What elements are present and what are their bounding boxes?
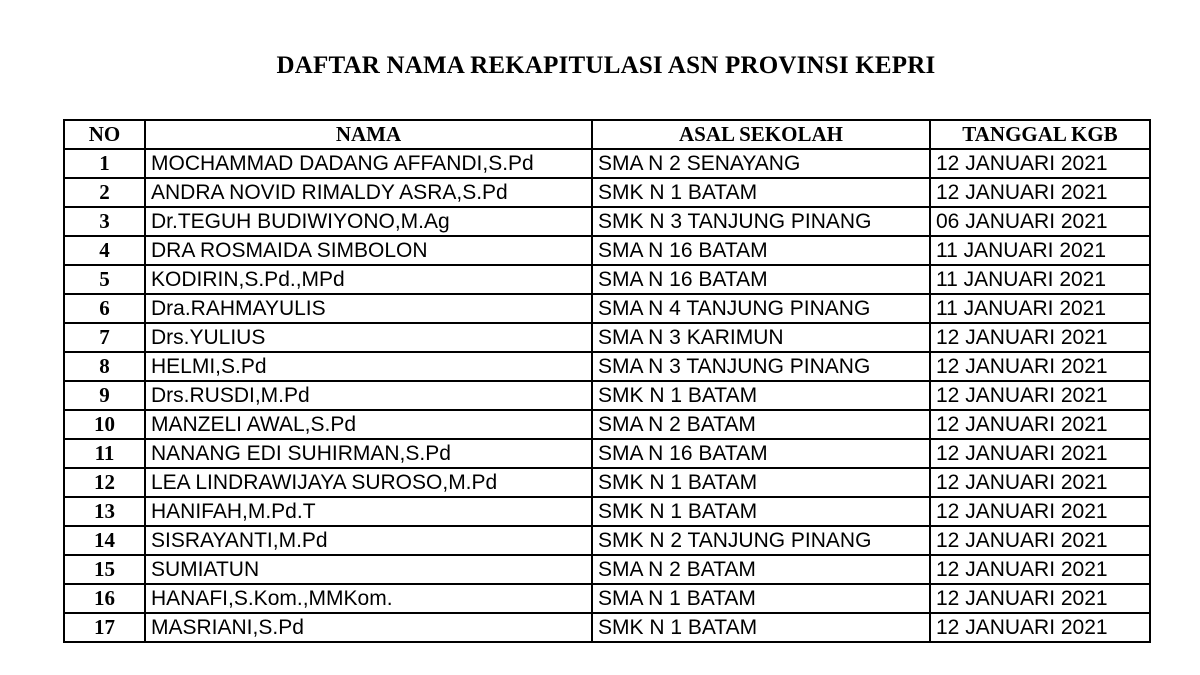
row-asal-sekolah: SMA N 2 SENAYANG — [592, 149, 930, 178]
row-tanggal-kgb: 12 JANUARI 2021 — [930, 526, 1150, 555]
row-tanggal-kgb: 12 JANUARI 2021 — [930, 555, 1150, 584]
row-asal-sekolah: SMK N 1 BATAM — [592, 497, 930, 526]
table-row — [64, 323, 1150, 352]
row-nama: KODIRIN,S.Pd.,MPd — [145, 265, 592, 294]
row-tanggal-kgb: 12 JANUARI 2021 — [930, 323, 1150, 352]
row-number: 12 — [64, 468, 145, 497]
row-number: 4 — [64, 236, 145, 265]
row-number: 10 — [64, 410, 145, 439]
row-asal-sekolah: SMA N 16 BATAM — [592, 439, 930, 468]
row-nama: LEA LINDRAWIJAYA SUROSO,M.Pd — [145, 468, 592, 497]
row-tanggal-kgb: 11 JANUARI 2021 — [930, 236, 1150, 265]
row-nama: SUMIATUN — [145, 555, 592, 584]
page-title: DAFTAR NAMA REKAPITULASI ASN PROVINSI KEPRI — [276, 52, 936, 79]
row-nama: Drs.YULIUS — [145, 323, 592, 352]
row-number: 7 — [64, 323, 145, 352]
table-row — [64, 526, 1150, 555]
row-tanggal-kgb: 12 JANUARI 2021 — [930, 178, 1150, 207]
header-asal-sekolah: ASAL SEKOLAH — [592, 120, 930, 149]
row-asal-sekolah: SMK N 3 TANJUNG PINANG — [592, 207, 930, 236]
row-tanggal-kgb: 12 JANUARI 2021 — [930, 381, 1150, 410]
row-number: 3 — [64, 207, 145, 236]
row-number: 16 — [64, 584, 145, 613]
row-asal-sekolah: SMA N 3 TANJUNG PINANG — [592, 352, 930, 381]
row-number: 2 — [64, 178, 145, 207]
row-number: 13 — [64, 497, 145, 526]
row-tanggal-kgb: 11 JANUARI 2021 — [930, 265, 1150, 294]
table-row — [64, 294, 1150, 323]
row-tanggal-kgb: 12 JANUARI 2021 — [930, 439, 1150, 468]
row-asal-sekolah: SMK N 1 BATAM — [592, 178, 930, 207]
row-tanggal-kgb: 12 JANUARI 2021 — [930, 352, 1150, 381]
table-row — [64, 352, 1150, 381]
header-nama: NAMA — [145, 120, 592, 149]
table-row — [64, 178, 1150, 207]
table-row — [64, 236, 1150, 265]
row-number: 14 — [64, 526, 145, 555]
row-number: 6 — [64, 294, 145, 323]
row-asal-sekolah: SMA N 16 BATAM — [592, 265, 930, 294]
row-tanggal-kgb: 06 JANUARI 2021 — [930, 207, 1150, 236]
table-row — [64, 613, 1150, 642]
row-asal-sekolah: SMK N 2 TANJUNG PINANG — [592, 526, 930, 555]
table-header-row — [64, 120, 1150, 149]
row-nama: Dr.TEGUH BUDIWIYONO,M.Ag — [145, 207, 592, 236]
row-number: 5 — [64, 265, 145, 294]
row-tanggal-kgb: 12 JANUARI 2021 — [930, 613, 1150, 642]
row-nama: HELMI,S.Pd — [145, 352, 592, 381]
table-row — [64, 555, 1150, 584]
table-row — [64, 468, 1150, 497]
row-nama: Dra.RAHMAYULIS — [145, 294, 592, 323]
row-asal-sekolah: SMK N 1 BATAM — [592, 613, 930, 642]
row-asal-sekolah: SMA N 2 BATAM — [592, 410, 930, 439]
row-nama: DRA ROSMAIDA SIMBOLON — [145, 236, 592, 265]
row-asal-sekolah: SMK N 1 BATAM — [592, 468, 930, 497]
row-tanggal-kgb: 11 JANUARI 2021 — [930, 294, 1150, 323]
row-tanggal-kgb: 12 JANUARI 2021 — [930, 468, 1150, 497]
row-nama: SISRAYANTI,M.Pd — [145, 526, 592, 555]
table-row — [64, 584, 1150, 613]
row-number: 17 — [64, 613, 145, 642]
table-row — [64, 439, 1150, 468]
table-row — [64, 381, 1150, 410]
row-nama: ANDRA NOVID RIMALDY ASRA,S.Pd — [145, 178, 592, 207]
table-body — [64, 149, 1150, 642]
row-number: 11 — [64, 439, 145, 468]
row-asal-sekolah: SMA N 4 TANJUNG PINANG — [592, 294, 930, 323]
row-number: 15 — [64, 555, 145, 584]
row-nama: NANANG EDI SUHIRMAN,S.Pd — [145, 439, 592, 468]
table-row — [64, 497, 1150, 526]
row-asal-sekolah: SMK N 1 BATAM — [592, 381, 930, 410]
row-nama: HANAFI,S.Kom.,MMKom. — [145, 584, 592, 613]
row-asal-sekolah: SMA N 3 KARIMUN — [592, 323, 930, 352]
table-row — [64, 207, 1150, 236]
row-nama: HANIFAH,M.Pd.T — [145, 497, 592, 526]
table-row — [64, 410, 1150, 439]
row-nama: MASRIANI,S.Pd — [145, 613, 592, 642]
row-nama: MANZELI AWAL,S.Pd — [145, 410, 592, 439]
table-row — [64, 149, 1150, 178]
asn-table — [63, 119, 1151, 643]
row-asal-sekolah: SMA N 2 BATAM — [592, 555, 930, 584]
row-number: 8 — [64, 352, 145, 381]
row-asal-sekolah: SMA N 16 BATAM — [592, 236, 930, 265]
row-number: 1 — [64, 149, 145, 178]
row-tanggal-kgb: 12 JANUARI 2021 — [930, 149, 1150, 178]
row-nama: MOCHAMMAD DADANG AFFANDI,S.Pd — [145, 149, 592, 178]
header-tanggal-kgb: TANGGAL KGB — [930, 120, 1150, 149]
header-no: NO — [64, 120, 145, 149]
table-row — [64, 265, 1150, 294]
row-nama: Drs.RUSDI,M.Pd — [145, 381, 592, 410]
row-tanggal-kgb: 12 JANUARI 2021 — [930, 584, 1150, 613]
row-number: 9 — [64, 381, 145, 410]
row-tanggal-kgb: 12 JANUARI 2021 — [930, 410, 1150, 439]
row-asal-sekolah: SMA N 1 BATAM — [592, 584, 930, 613]
row-tanggal-kgb: 12 JANUARI 2021 — [930, 497, 1150, 526]
